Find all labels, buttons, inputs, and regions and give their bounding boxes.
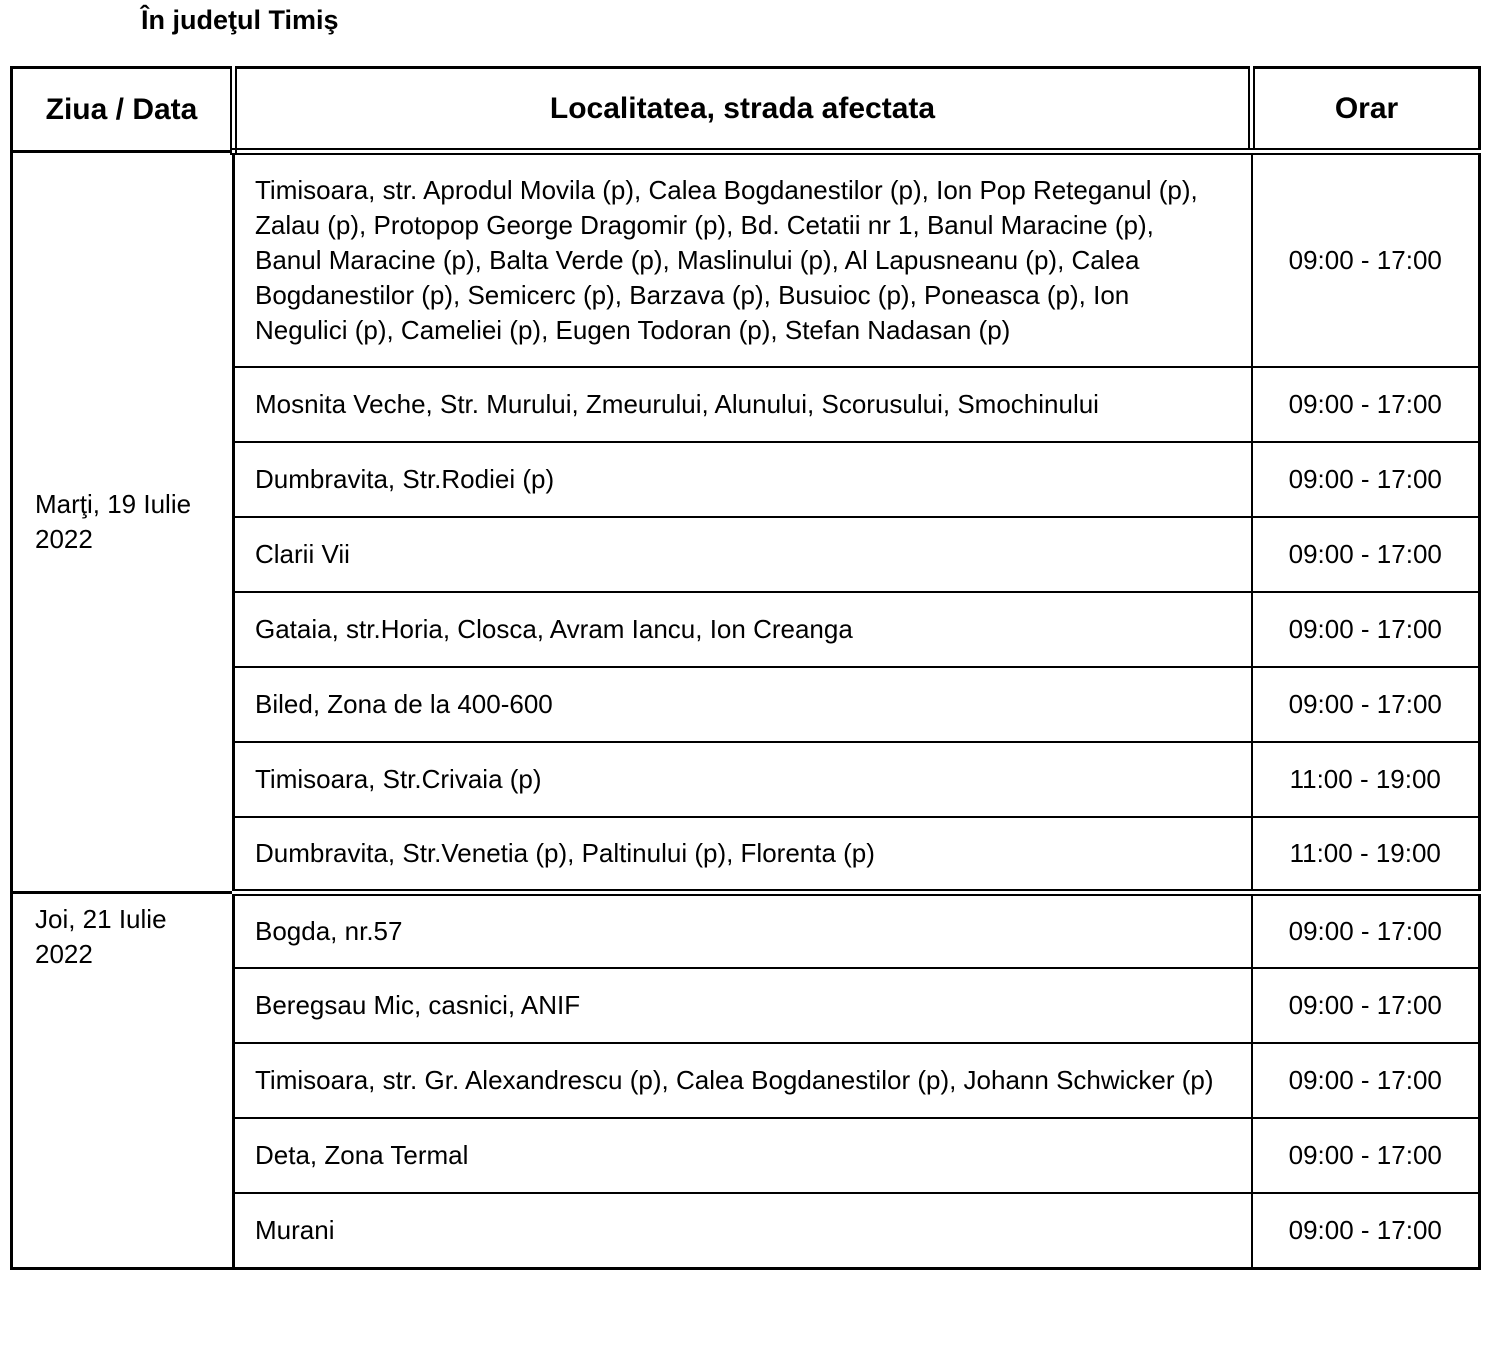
schedule-cell: 09:00 - 17:00: [1252, 893, 1480, 969]
table-row: [12, 152, 1480, 368]
schedule-cell: 09:00 - 17:00: [1252, 1193, 1480, 1268]
schedule-cell: 11:00 - 19:00: [1252, 742, 1480, 817]
schedule-cell: 09:00 - 17:00: [1252, 968, 1480, 1043]
column-header-day: Ziua / Data: [12, 68, 234, 152]
schedule-cell: 09:00 - 17:00: [1252, 367, 1480, 442]
location-cell: Beregsau Mic, casnici, ANIF: [234, 968, 1252, 1043]
schedule-cell: 09:00 - 17:00: [1252, 667, 1480, 742]
location-cell: Murani: [234, 1193, 1252, 1268]
column-header-schedule: Orar: [1252, 68, 1480, 152]
schedule-cell: 09:00 - 17:00: [1252, 592, 1480, 667]
table-row: [12, 893, 1480, 969]
schedule-cell: 09:00 - 17:00: [1252, 442, 1480, 517]
location-cell: Biled, Zona de la 400-600: [234, 667, 1252, 742]
outage-schedule-table: [10, 66, 1481, 1270]
location-cell: Bogda, nr.57: [234, 893, 1252, 969]
schedule-cell: 09:00 - 17:00: [1252, 152, 1480, 368]
location-cell: Dumbravita, Str.Rodiei (p): [234, 442, 1252, 517]
column-header-location: Localitatea, strada afectata: [234, 68, 1252, 152]
table-header-row: [12, 68, 1480, 152]
schedule-cell: 09:00 - 17:00: [1252, 1118, 1480, 1193]
date-cell: Joi, 21 Iulie 2022: [12, 893, 234, 1269]
location-cell: Dumbravita, Str.Venetia (p), Paltinului (p), Florenta (p): [234, 817, 1252, 893]
date-cell: Marţi, 19 Iulie 2022: [12, 152, 234, 893]
schedule-cell: 09:00 - 17:00: [1252, 1043, 1480, 1118]
location-cell: Clarii Vii: [234, 517, 1252, 592]
location-cell: Mosnita Veche, Str. Murului, Zmeurului, Alunului, Scorusului, Smochinului: [234, 367, 1252, 442]
location-cell: Deta, Zona Termal: [234, 1118, 1252, 1193]
location-cell: Timisoara, str. Gr. Alexandrescu (p), Calea Bogdanestilor (p), Johann Schwicker (p): [234, 1043, 1252, 1118]
schedule-cell: 09:00 - 17:00: [1252, 517, 1480, 592]
location-cell: Gataia, str.Horia, Closca, Avram Iancu, Ion Creanga: [234, 592, 1252, 667]
location-cell: Timisoara, str. Aprodul Movila (p), Calea Bogdanestilor (p), Ion Pop Reteganul (p), Zalau (p), Protopop George Dragomir (p), Bd. Cetatii nr 1, Banul Maracine (p), Banul Maracine (p), Balta Verde (p), Maslinului (p), Al Lapusneanu (p), Calea Bogdanestilor (p), Semicerc (p), Barzava (p), Busuioc (p), Poneasca (p), Ion Negulici (p), Cameliei (p), Eugen Todoran (p), Stefan Nadasan (p): [234, 152, 1252, 368]
location-cell: Timisoara, Str.Crivaia (p): [234, 742, 1252, 817]
page-title: În judeţul Timiş: [141, 5, 339, 35]
schedule-cell: 11:00 - 19:00: [1252, 817, 1480, 893]
